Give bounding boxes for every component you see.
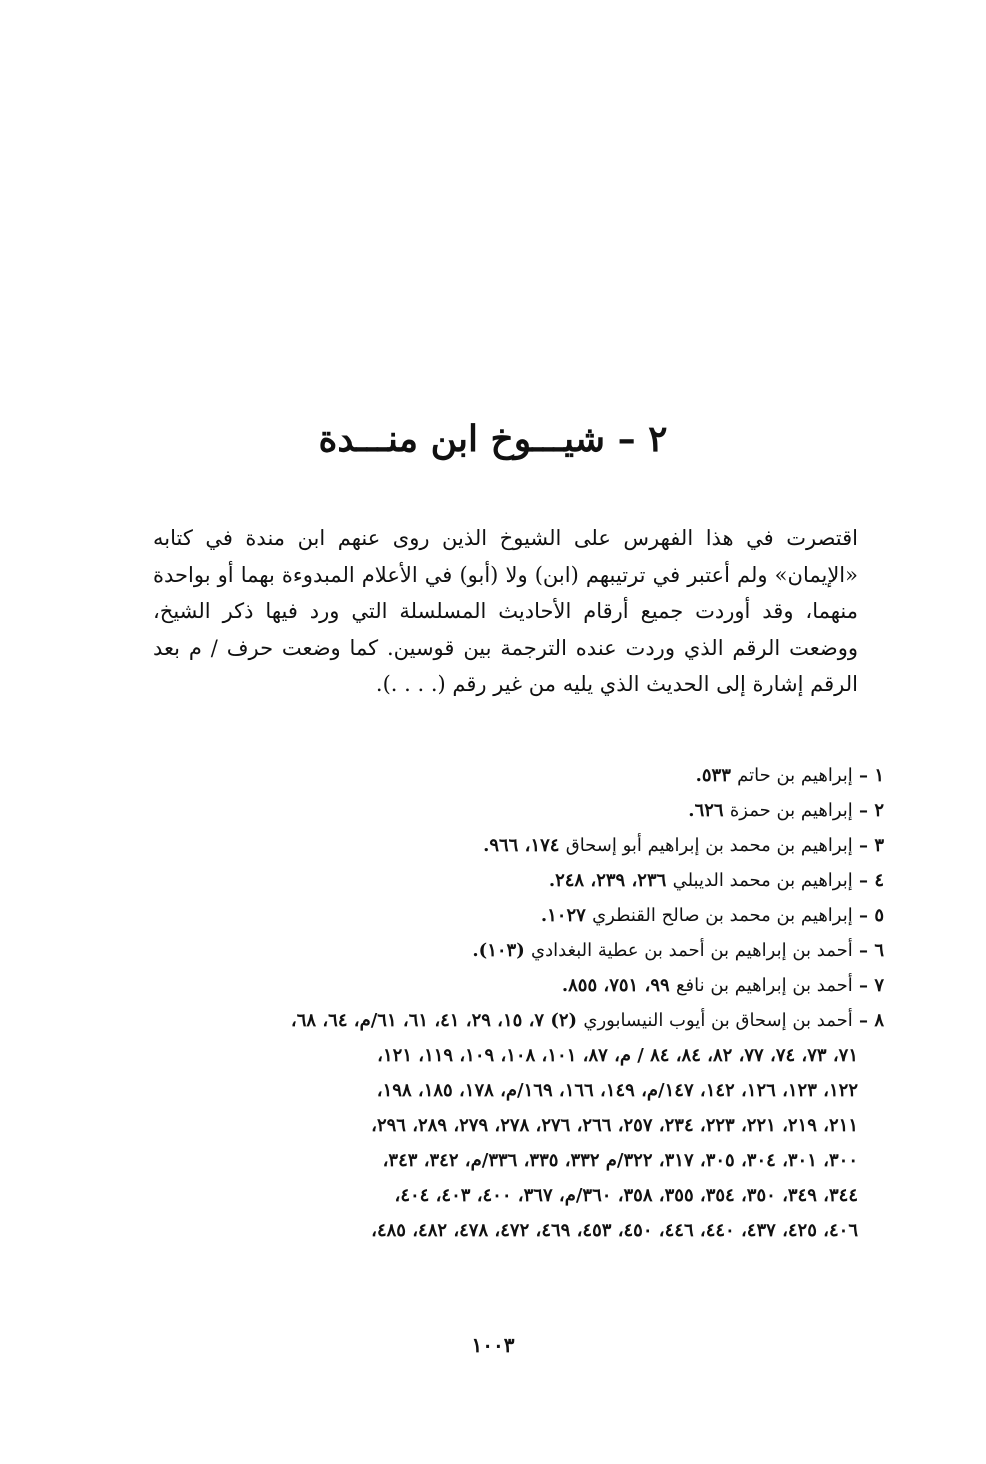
entry-refs: ٩٩، ٧٥١، ٨٥٥. — [561, 975, 670, 996]
index-entry — [144, 863, 884, 898]
entry-number: ٤ – — [859, 870, 884, 891]
entry-refs: ٦٢٦. — [688, 800, 724, 821]
entry-name: إبراهيم بن محمد بن إبراهيم أبو إسحاق — [565, 835, 853, 856]
entry-refs: ١٠٢٧. — [540, 905, 586, 926]
entry-refs: ١٧٤، ٩٦٦. — [483, 835, 560, 856]
index-entry — [144, 933, 884, 968]
intro-paragraph: اقتصرت في هذا الفهرس على الشيوخ الذين روى عنهم ابن مندة في كتابه «الإيمان» ولم أعتبر في ترتيبهم (ابن) ولا (أبو) في الأعلام المبدوءة بهما أو بواحدة منهما، وقد أوردت جميع أرقام الأحاديث المسلسلة التي ورد فيها ذكر الشيخ، ووضعت الرقم الذي وردت عنده الترجمة بين قوسين. كما وضعت حرف / م بعد الرقم إشارة إلى الحديث الذي يليه من غير رقم (. . . .). — [153, 526, 858, 696]
entry-name: أحمد بن إبراهيم بن نافع — [675, 975, 853, 996]
entry-refs: (١٠٣). — [472, 940, 525, 961]
index-entry — [144, 968, 884, 1003]
entry-refs-continuation: ٣٠٠، ٣٠١، ٣٠٤، ٣٠٥، ٣١٧، ٣٢٢/م ٣٣٢، ٣٣٥، ٣٣٦/م، ٣٤٢، ٣٤٣، — [382, 1150, 858, 1171]
index-entry — [144, 828, 884, 863]
entry-number: ٨ – — [859, 1010, 884, 1031]
entry-name: أحمد بن إبراهيم بن أحمد بن عطية البغدادي — [531, 940, 853, 961]
entry-name: إبراهيم بن محمد بن صالح القنطري — [592, 905, 853, 926]
page-number: ١٠٠٣ — [471, 1333, 515, 1357]
entry-number: ٦ – — [859, 940, 884, 961]
index-entry — [144, 1003, 884, 1248]
entry-name: أحمد بن إسحاق بن أيوب النيسابوري — [583, 1010, 853, 1031]
entry-refs-continuation: ٤٠٦، ٤٢٥، ٤٣٧، ٤٤٠، ٤٤٦، ٤٥٠، ٤٥٣، ٤٦٩، ٤٧٢، ٤٧٨، ٤٨٢، ٤٨٥، — [371, 1220, 858, 1241]
index-entry — [144, 793, 884, 828]
entry-number: ٥ – — [859, 905, 884, 926]
entry-name: إبراهيم بن حمزة — [729, 800, 853, 821]
entry-refs: ٥٣٣. — [695, 765, 731, 786]
entry-refs: ٢٣٦، ٢٣٩، ٢٤٨. — [548, 870, 667, 891]
entry-refs-continuation: ٣٤٤، ٣٤٩، ٣٥٠، ٣٥٤، ٣٥٥، ٣٥٨، ٣٦٠/م، ٣٦٧، ٤٠٠، ٤٠٣، ٤٠٤، — [394, 1185, 858, 1206]
entry-refs-continuation: ١٢٢، ١٢٣، ١٢٦، ١٤٢، ١٤٧/م، ١٤٩، ١٦٦، ١٦٩/م، ١٧٨، ١٨٥، ١٩٨، — [376, 1080, 858, 1101]
entry-refs-continuation: ٢١١، ٢١٩، ٢٢١، ٢٢٣، ٢٣٤، ٢٥٧، ٢٦٦، ٢٧٦، ٢٧٨، ٢٧٩، ٢٨٩، ٢٩٦، — [371, 1115, 858, 1136]
index-entry — [144, 898, 884, 933]
entry-number: ٢ – — [859, 800, 884, 821]
index-entry — [144, 758, 884, 793]
entry-number: ٣ – — [859, 835, 884, 856]
entry-name: إبراهيم بن حاتم — [737, 765, 853, 786]
entry-number: ١ – — [859, 765, 884, 786]
entry-number: ٧ – — [859, 975, 884, 996]
entry-name: إبراهيم بن محمد الديبلي — [672, 870, 853, 891]
entry-refs: (٢) ٧، ١٥، ٢٩، ٤١، ٦١، ٦١/م، ٦٤، ٦٨، — [290, 1010, 578, 1031]
entry-refs-continuation: ٧١، ٧٣، ٧٤، ٧٧، ٨٢، ٨٤، ٨٤ / م، ٨٧، ١٠١، ١٠٨، ١٠٩، ١١٩، ١٢١، — [377, 1045, 858, 1066]
section-title: ٢ – شيـــوخ ابن منـــدة — [318, 418, 668, 460]
sheikh-index-list — [144, 758, 884, 1248]
